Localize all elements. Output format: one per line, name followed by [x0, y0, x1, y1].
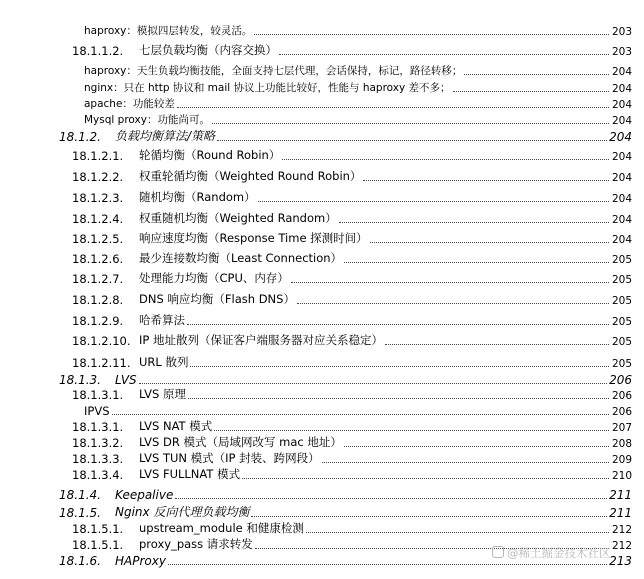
- toc-entry[interactable]: [0, 370, 644, 387]
- toc-entry[interactable]: [0, 387, 644, 402]
- toc-entry[interactable]: [0, 289, 644, 307]
- toc-entry[interactable]: [0, 521, 644, 536]
- toc-entry-number: 18.1.3.2.: [72, 436, 124, 450]
- toc-entry-title: IPVS: [84, 404, 110, 418]
- toc-entry-title: 随机均衡（Random）: [139, 190, 256, 204]
- toc-entry[interactable]: [0, 127, 644, 144]
- toc-entry-number: 18.1.3.: [59, 373, 101, 387]
- toc-entry[interactable]: [0, 330, 644, 348]
- toc-entry-page: 204: [609, 130, 632, 144]
- toc-entry-title: Keepalive: [115, 488, 174, 502]
- toc-entry-page: 204: [611, 172, 632, 184]
- toc-entry-title: LVS NAT 模式: [139, 419, 213, 433]
- toc-entry[interactable]: [0, 96, 644, 111]
- toc-entry-page: 205: [611, 316, 632, 328]
- toc-entry-page: 203: [611, 26, 632, 38]
- toc-entry[interactable]: [0, 22, 644, 38]
- toc-entry-title: haproxy：天生负载均衡技能，全面支持七层代理，会话保持，标记，路径转移；: [84, 65, 463, 77]
- toc-entry-number: 18.1.5.1.: [72, 522, 124, 536]
- toc-entry-title: URL 散列: [139, 355, 189, 369]
- toc-entry-title: 权重随机均衡（Weighted Random）: [139, 211, 337, 225]
- toc-entry[interactable]: [0, 403, 644, 418]
- toc-entry-title: upstream_module 和健康检测: [139, 521, 304, 535]
- toc-entry-page: 211: [609, 488, 632, 502]
- toc-entry-page: 212: [611, 524, 632, 536]
- toc-entry-page: 204: [611, 99, 632, 111]
- dot-leader: [279, 54, 609, 55]
- toc-entry-page: 204: [611, 115, 632, 127]
- toc-entry[interactable]: [0, 248, 644, 266]
- toc-entry-number: 18.1.2.6.: [72, 252, 124, 266]
- dot-leader: [212, 123, 609, 124]
- toc-entry-title: nginx：只在 http 协议和 mail 协议上功能比较好，性能与 haproxy 差不多；: [84, 82, 451, 94]
- dot-leader: [385, 344, 609, 345]
- toc-entry-page: 205: [611, 295, 632, 307]
- toc-entry-number: 18.1.2.2.: [72, 170, 124, 184]
- dot-leader: [464, 74, 609, 75]
- toc-entry[interactable]: [0, 435, 644, 450]
- toc-entry-title: 最少连接数均衡（Least Connection）: [139, 251, 343, 265]
- dot-leader: [344, 446, 609, 447]
- toc-entry-title: LVS: [115, 373, 137, 387]
- toc-entry-title: proxy_pass 请求转发: [139, 537, 253, 551]
- toc-entry-title: DNS 响应均衡（Flash DNS）: [139, 292, 295, 306]
- dot-leader: [254, 34, 609, 35]
- toc-entry[interactable]: [0, 485, 644, 502]
- toc-entry-number: 18.1.5.: [59, 506, 101, 520]
- toc-entry-page: 203: [611, 46, 632, 58]
- toc-entry[interactable]: [0, 419, 644, 434]
- toc-entry-title: LVS FULLNAT 模式: [139, 467, 241, 481]
- toc-entry-number: 18.1.2.4.: [72, 212, 124, 226]
- toc-entry[interactable]: [0, 352, 644, 370]
- toc-entry-page: 206: [611, 390, 632, 402]
- toc-entry[interactable]: [0, 41, 644, 58]
- toc-entry-page: 208: [611, 438, 632, 450]
- toc-entry-title: HAProxy: [115, 554, 166, 568]
- toc-entry-page: 211: [609, 506, 632, 520]
- dot-leader: [139, 383, 607, 384]
- toc-entry-number: 18.1.4.: [59, 488, 101, 502]
- dot-leader: [242, 478, 609, 479]
- toc-entry-title: IP 地址散列（保证客户端服务器对应关系稳定）: [139, 333, 383, 347]
- toc-entry-page: 205: [611, 336, 632, 348]
- toc-entry-number: 18.1.5.1.: [72, 538, 124, 552]
- toc-entry-number: 18.1.3.1.: [72, 388, 124, 402]
- toc-entry-number: 18.1.2.5.: [72, 232, 124, 246]
- toc-entry-title: LVS TUN 模式（IP 封装、跨网段）: [139, 451, 320, 465]
- watermark: [492, 545, 611, 561]
- toc-entry-title: 处理能力均衡（CPU、内存）: [139, 271, 289, 285]
- toc-entry-number: 18.1.2.7.: [72, 272, 124, 286]
- toc-entry-page: 210: [611, 470, 632, 482]
- dot-leader: [322, 462, 609, 463]
- dot-leader: [251, 516, 607, 517]
- toc-entry-title: LVS DR 模式（局域网改写 mac 地址）: [139, 435, 342, 449]
- toc-entry-title: 轮循均衡（Round Robin）: [139, 148, 281, 162]
- toc-entry-page: 205: [611, 254, 632, 266]
- dot-leader: [217, 140, 607, 141]
- dot-leader: [344, 262, 609, 263]
- toc-entry-page: 204: [611, 214, 632, 226]
- toc-entry-number: 18.1.2.11.: [72, 356, 131, 370]
- toc-entry-number: 18.1.3.4.: [72, 468, 124, 482]
- toc-entry[interactable]: [0, 187, 644, 205]
- dot-leader: [214, 430, 609, 431]
- toc-entry-page: 213: [609, 554, 632, 568]
- toc-entry-title: haproxy：模拟四层转发，较灵活。: [84, 25, 253, 37]
- toc-entry-page: 209: [611, 454, 632, 466]
- toc-entry-number: 18.1.2.10.: [72, 334, 131, 348]
- toc-entry-page: 206: [609, 373, 632, 387]
- toc-entry[interactable]: [0, 63, 644, 78]
- toc-entry-title: 负载均衡算法/策略: [115, 129, 216, 143]
- toc-entry-number: 18.1.6.: [59, 554, 101, 568]
- dot-leader: [291, 282, 609, 283]
- toc-entry-number: 18.1.2.8.: [72, 293, 124, 307]
- toc-entry[interactable]: [0, 166, 644, 184]
- toc-entry[interactable]: [0, 112, 644, 127]
- toc-entry-title: 响应速度均衡（Response Time 探测时间）: [139, 231, 368, 245]
- watermark-text: @稀土掘金技术社区: [507, 546, 611, 560]
- toc-entry[interactable]: [0, 310, 644, 328]
- dot-leader: [187, 324, 609, 325]
- toc-entry[interactable]: [0, 268, 644, 286]
- toc-entry[interactable]: [0, 467, 644, 482]
- toc-entry-title: apache：功能较差: [84, 98, 175, 110]
- toc-entry-title: 权重轮循均衡（Weighted Round Robin）: [139, 169, 362, 183]
- dot-leader: [453, 91, 609, 92]
- toc-entry-page: 206: [611, 406, 632, 418]
- toc-entry-page: 204: [611, 234, 632, 246]
- dot-leader: [370, 242, 609, 243]
- dot-leader: [306, 532, 609, 533]
- toc-entry-number: 18.1.2.: [59, 130, 101, 144]
- toc-entry-page: 205: [611, 358, 632, 370]
- dot-leader: [282, 159, 609, 160]
- dot-leader: [188, 398, 609, 399]
- dot-leader: [168, 564, 607, 565]
- dot-leader: [177, 107, 609, 108]
- toc-entry-page: 212: [611, 540, 632, 552]
- toc-entry-title: Mysql proxy：功能尚可。: [84, 114, 210, 126]
- toc-entry-title: LVS 原理: [139, 387, 186, 401]
- toc-entry-number: 18.1.2.1.: [72, 149, 124, 163]
- dot-leader: [175, 498, 607, 499]
- dot-leader: [297, 303, 609, 304]
- toc-entry-page: 207: [611, 422, 632, 434]
- toc-entry-page: 204: [611, 193, 632, 205]
- toc-entry-number: 18.1.2.9.: [72, 314, 124, 328]
- toc-entry[interactable]: [0, 145, 644, 163]
- toc-entry-number: 18.1.2.3.: [72, 191, 124, 205]
- toc-entry-page: 204: [611, 66, 632, 78]
- dot-leader: [258, 201, 609, 202]
- dot-leader: [339, 222, 609, 223]
- toc-entry[interactable]: [0, 451, 644, 466]
- toc-entry-number: 18.1.1.2.: [72, 44, 124, 58]
- toc-entry-title: 七层负载均衡（内容交换）: [139, 43, 277, 57]
- toc-entry[interactable]: [0, 80, 644, 95]
- toc-entry[interactable]: [0, 208, 644, 226]
- toc-entry-number: 18.1.3.1.: [72, 420, 124, 434]
- toc-entry[interactable]: [0, 503, 644, 520]
- toc-entry-number: 18.1.3.3.: [72, 452, 124, 466]
- toc-entry-page: 205: [611, 274, 632, 286]
- dot-leader: [363, 180, 609, 181]
- toc-entry-page: 204: [611, 83, 632, 95]
- toc-entry-title: Nginx 反向代理负载均衡: [115, 505, 250, 519]
- brand-icon: [492, 546, 504, 558]
- toc-entry-page: 204: [611, 151, 632, 163]
- dot-leader: [190, 366, 609, 367]
- dot-leader: [112, 414, 610, 415]
- toc-entry[interactable]: [0, 228, 644, 246]
- toc-entry-title: 哈希算法: [139, 313, 185, 327]
